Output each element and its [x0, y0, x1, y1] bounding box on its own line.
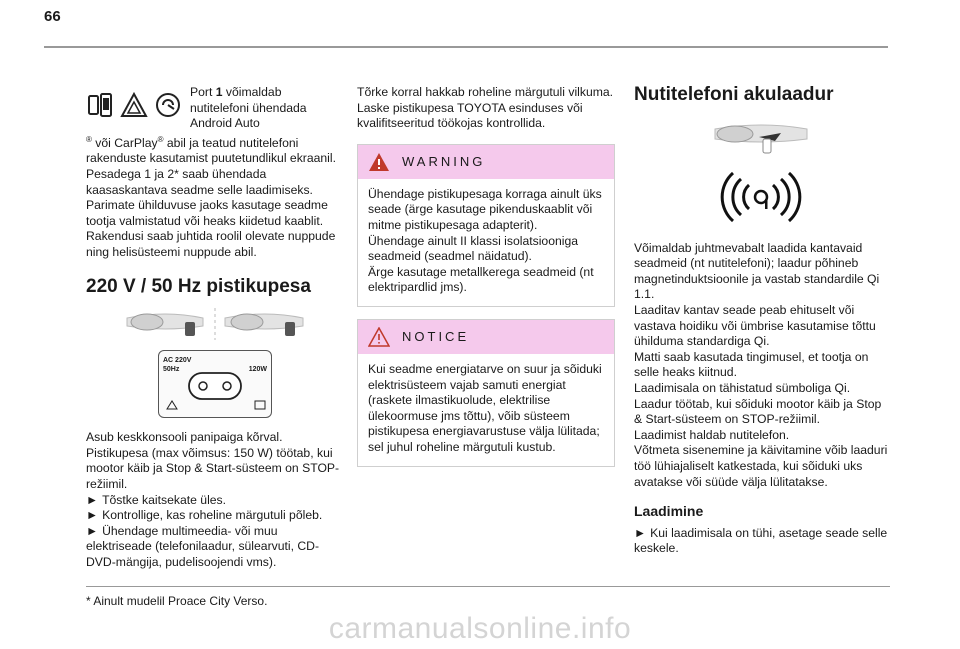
socket-label-hz: 50Hz	[163, 366, 180, 374]
warning-title: WARNING	[402, 153, 486, 169]
bullet-arrow: ►	[86, 523, 99, 538]
charger-p3: Matti saab kasutada tingimusel, et tootja on selle heaks kiitnud.	[634, 349, 869, 380]
bullet-2-text: Kontrollige, kas roheline märgutuli põleb.	[102, 508, 323, 523]
controls-paragraph: Rakendusi saab juhtida roolil olevate nuppude ning helisüsteemi nuppude abil.	[86, 229, 336, 259]
intro-sup: ®	[86, 134, 92, 144]
bullet-1	[86, 493, 344, 509]
bullet-arrow: ►	[86, 508, 99, 523]
socket-power: Pistikupesa (max võimsus: 150 W) töötab, kui mootor käib ja Stop & Start-süsteem on STOP-režiimil.	[86, 445, 340, 491]
socket-panel	[158, 350, 272, 418]
bullet-1-text: Tõstke kaitsekate üles.	[102, 492, 227, 507]
charging-bullet-text: Kui laadimisala on tühi, asetage seade selle keskele.	[634, 525, 888, 556]
socket-label-ac: AC 220V	[163, 357, 192, 365]
column-middle	[357, 85, 615, 467]
intro-pre: Port	[190, 85, 216, 99]
ports-paragraph: Pesadega 1 ja 2* saab ühendada kaasaskantava seadme selle laadimiseks.	[86, 167, 313, 197]
warning-header	[358, 145, 614, 179]
intro-row	[86, 85, 344, 132]
socket-outlet-icon	[159, 351, 271, 417]
charging-bullet	[634, 526, 888, 557]
fault-paragraph: Tõrke korral hakkab roheline märgutuli vilkuma. Laske pistikupesa TOYOTA esinduses või kvalifitseeritud töökojas kontrollida.	[357, 85, 614, 131]
intro-bold: 1	[215, 85, 223, 99]
footnote-divider	[86, 586, 890, 587]
charger-p4: Laadimisala on tähistatud sümboliga Qi.	[634, 380, 851, 395]
charger-p6: Laadimist haldab nutitelefon.	[634, 427, 790, 442]
notice-triangle-icon	[368, 327, 390, 347]
intro-text	[190, 85, 320, 132]
bullet-3	[86, 524, 344, 571]
intro-continued	[86, 132, 344, 167]
bullet-2	[86, 508, 344, 524]
charger-p2: Laaditav kantav seade peab ehituselt või vastava hoidiku või ümbrise kasutamise tõttu ühilduma standardiga Qi.	[634, 302, 876, 349]
socket-label-w: 120W	[248, 366, 267, 374]
warning-triangle-icon	[368, 152, 390, 172]
dashboard-charger-icon	[711, 119, 811, 157]
android-auto-icon	[120, 91, 148, 119]
intro-sup2: ®	[157, 134, 164, 144]
smartphone-connect-icon	[86, 91, 114, 119]
notice-header	[358, 320, 614, 354]
intro-post2: või CarPlay	[91, 135, 158, 150]
warning-box	[357, 144, 615, 307]
bullet-3-text: Ühendage multimeedia- või muu elektriseade (telefonilaadur, sülearvuti, CD-DVD-mängija, pudelisoojendi vms).	[86, 523, 320, 569]
watermark: carmanualsonline.info	[328, 612, 632, 645]
carplay-icon	[154, 91, 182, 119]
column-left	[86, 85, 344, 571]
bullet-arrow: ►	[634, 525, 647, 540]
warning-text-3: Ärge kasutage metallkerega seadmeid (nt elektripardlid jms).	[368, 264, 594, 295]
notice-text: Kui seadme energiatarve on suur ja sõiduki elektrisüsteem vajab samuti energiat (raskete ilmastikuolude, elektrilise ülekoormuse jms tõttu), võib süsteem pistikupesa energiavarustuse välja lülitada; sel juhul roheline märgutuli kustub.	[368, 361, 602, 454]
notice-title: NOTICE	[402, 329, 470, 345]
console-figure	[86, 306, 344, 342]
dashboard-console-icon	[125, 306, 305, 342]
warning-text-1: Ühendage pistikupesaga korraga ainult üks seade (ärge kasutage pikenduskaablit või mitme pistikupesaga adapterit).	[368, 186, 602, 232]
qi-wireless-icon	[713, 165, 809, 229]
intro-post3: abil ja teatud nutitelefoni rakenduste kasutamist puutetundlikul ekraanil.	[86, 135, 336, 166]
intro-icons	[86, 85, 182, 119]
warning-body	[358, 179, 614, 306]
qi-figure	[634, 165, 888, 229]
charger-console-figure	[634, 119, 888, 157]
charger-p5: Laadur töötab, kui sõiduki mootor käib ja Stop & Start-süsteem on STOP-režiimil.	[634, 396, 882, 427]
socket-location: Asub keskkonsooli panipaiga kõrval.	[86, 430, 283, 445]
charger-body	[634, 241, 888, 491]
socket-body	[86, 430, 344, 570]
cable-paragraph: Parimate ühilduvuse jaoks kasutage seadme tootja valmistatud või heaks kiidetud kaablit.	[86, 198, 328, 228]
socket-heading: 220 V / 50 Hz pistikupesa	[86, 275, 311, 297]
intro-post: võimaldab nutitelefoni ühendada Android Auto	[190, 85, 307, 131]
charger-heading: Nutitelefoni akulaadur	[634, 84, 834, 105]
bullet-arrow: ►	[86, 492, 99, 507]
socket-figure	[86, 350, 344, 418]
top-divider	[44, 46, 888, 48]
charger-p7: Võtmeta sisenemine ja käivitamine võib laaduri töö lühiajaliselt katkestada, kui sõiduki uks avatakse või süüde välja lülitatakse.	[634, 443, 888, 489]
page-number: 66	[44, 8, 61, 25]
charging-subheading: Laadimine	[634, 503, 704, 520]
charger-p1: Võimaldab juhtmevabalt laadida kantavaid seadmeid (nt nutitelefoni); laadur põhineb magnetinduktsioonile ja vastab standardile Qi 1.1.	[634, 240, 880, 302]
warning-text-2: Ühendage ainult II klassi isolatsiooniga seadmeid (seadmel näidatud).	[368, 233, 579, 264]
footnote: * Ainult mudelil Proace City Verso.	[86, 594, 268, 608]
column-right	[634, 85, 888, 557]
notice-box	[357, 319, 615, 467]
notice-body	[358, 354, 614, 466]
